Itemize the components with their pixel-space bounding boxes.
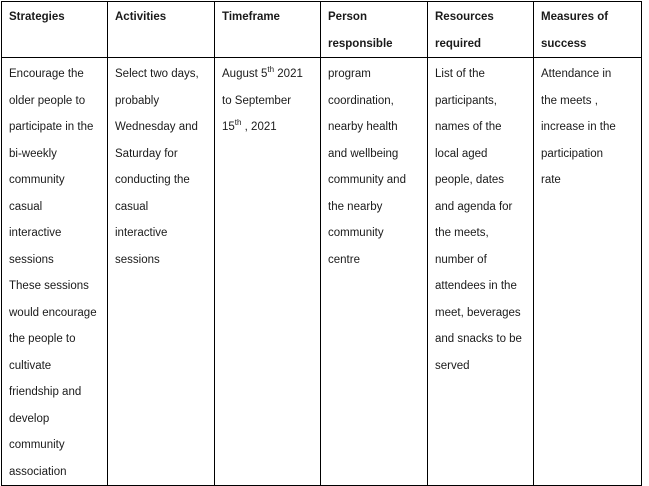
timeframe-end: 15th , 2021 (222, 118, 277, 133)
header-measures-of-success: Measures of success (534, 2, 642, 58)
measures-of-success-cell: Attendance in the meets , increase in the participation rate (534, 58, 642, 486)
resources-required-cell: List of the participants, names of the local aged people, dates and agenda for the meets, number of attendees in the meet, beverages and snacks to be served (428, 58, 534, 486)
action-plan-table (1, 1, 642, 486)
header-strategies: Strategies (2, 2, 108, 58)
header-timeframe: Timeframe (215, 2, 321, 58)
header-row (2, 2, 642, 58)
timeframe-start: August 5th 2021 (222, 65, 303, 80)
header-person-responsible: Person responsible (321, 2, 428, 58)
header-activities: Activities (108, 2, 215, 58)
timeframe-cell (215, 58, 321, 486)
table-row (2, 58, 642, 486)
activities-cell: Select two days, probably Wednesday and Saturday for conducting the casual interactive sessions (108, 58, 215, 486)
timeframe-to: to September (222, 94, 292, 107)
person-responsible-cell: program coordination, nearby health and wellbeing community and the nearby community centre (321, 58, 428, 486)
strategies-cell: Encourage the older people to participate in the bi-weekly community casual interactive sessions These sessions would encourage the people to cultivate friendship and develop community association (2, 58, 108, 486)
header-resources-required: Resources required (428, 2, 534, 58)
